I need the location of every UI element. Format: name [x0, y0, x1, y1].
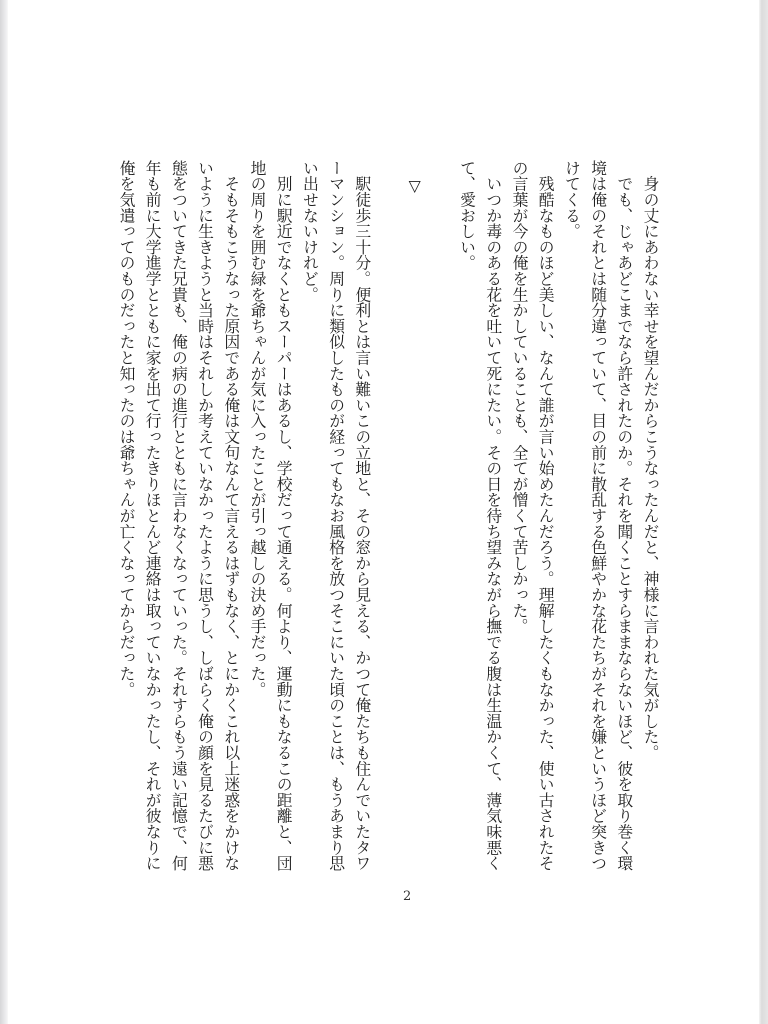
scene-break-marker: ▽	[405, 160, 425, 195]
text-line: 境は俺のそれとは随分違っていて、目の前に散乱する色鮮やかな花たちがそれを嫌というほど突きつ	[588, 160, 608, 871]
text-line: いように生きようと当時はそれしか考えていなかったように思うし、しばらく俺の顔を見るたびに悪	[195, 160, 215, 871]
text-line: でも、じゃあどこまでなら許されたのか。それを聞くことすらままならないほど、彼を取り巻く環	[614, 160, 634, 871]
page-number: 2	[403, 889, 412, 904]
text-line: 残酷なものほど美しい、なんて誰が言い始めたんだろう。理解したくもなかった、使い古されたそ	[536, 160, 556, 871]
text-line: の言葉が今の俺を生かしていることも、全てが憎くて苦しかった。	[509, 160, 529, 634]
text-line: いつか毒のある花を吐いて死にたい。その日を待ち望みながら撫でる腹は生温かくて、薄気味悪く	[483, 160, 503, 871]
blank-line	[427, 160, 453, 872]
text-line: 年も前に大学進学とともに家を出て行ったきりほとんど連絡は取っていなかったし、それが彼なりに	[143, 160, 163, 871]
text-line: けてくる。	[562, 160, 582, 239]
text-line: 地の周りを囲む緑を爺ちゃんが気に入ったことが引っ越しの決め手だった。	[247, 160, 267, 698]
page-edge-right	[759, 0, 768, 1024]
text-line: 別に駅近でなくともスーパーはあるし、学校だって通える。何より、運動にもなるこの距離と、団	[274, 160, 294, 871]
text-line: 身の丈にあわない幸せを望んだからこうなったんだと、神様に言われた気がした。	[641, 160, 660, 761]
blank-line	[375, 160, 401, 872]
text-line: 俺を気遣ってのものだったと知ったのは爺ちゃんが亡くなってからだった。	[116, 160, 136, 698]
text-line: そもそもこうなった原因である俺は文句なんて言えるはずもなく、とにかくこれ以上迷惑をかけな	[221, 160, 241, 871]
vertical-text-body	[113, 160, 663, 872]
text-line: て、愛おしい。	[457, 160, 477, 271]
text-line: ーマンション。周りに類似したものが経ってもなお風格を放つそこにいた頃のことは、もうあまり思	[326, 160, 346, 871]
page-edge-left	[0, 0, 8, 1024]
text-line: い出せないけれど。	[300, 160, 320, 303]
text-line: 態をついてきた兄貴も、俺の病の進行とともに言わなくなっていった。それすらもう遠い記憶で、何	[169, 160, 189, 871]
text-line: 駅徒歩三十分。便利とは言い難いこの立地と、その窓から見える、かつて俺たちも住んでいたタワ	[352, 160, 372, 871]
